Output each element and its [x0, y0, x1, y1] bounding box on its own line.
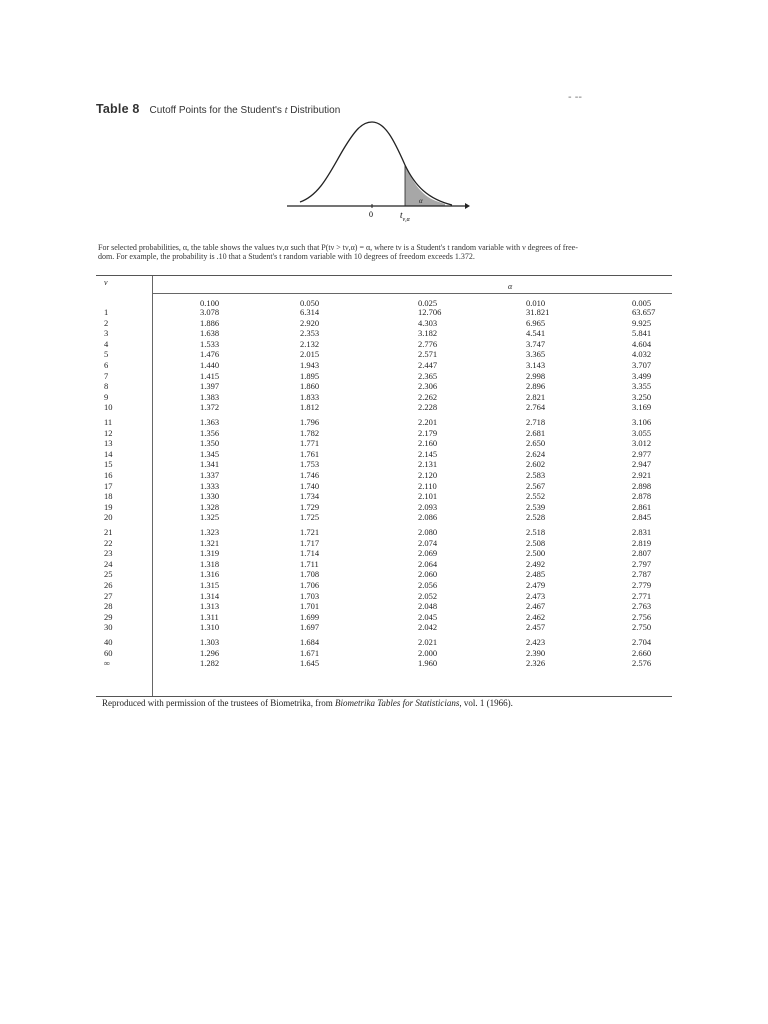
df-cell: 40 [104, 637, 113, 647]
df-cell: 1 [104, 307, 109, 317]
shaded-tail-area [405, 165, 445, 206]
table-cell: 2.624 [526, 448, 546, 459]
table-cell: 1.328 [200, 501, 220, 512]
table-cell: 2.467 [526, 601, 546, 612]
table-cell: 2.552 [526, 491, 546, 502]
table-cell: 2.015 [300, 349, 320, 360]
table-cell: 2.898 [632, 480, 652, 491]
table-cell: 1.684 [300, 637, 320, 647]
table-cell: 1.729 [300, 501, 320, 512]
table-cell: 2.145 [418, 448, 438, 459]
table-cell: 1.316 [200, 569, 220, 580]
alpha-header: α [508, 282, 513, 291]
table-cell: 1.333 [200, 480, 220, 491]
df-cell: 23 [104, 548, 113, 559]
table-cell: 1.699 [300, 611, 320, 622]
table-cell: 63.657 [632, 307, 656, 317]
table-cell: 3.355 [632, 381, 652, 392]
table-cell: 2.763 [632, 601, 652, 612]
df-cell: 16 [104, 470, 113, 480]
table-cell: 2.262 [418, 391, 438, 402]
df-cell: 10 [104, 402, 113, 413]
table-cell: 2.110 [418, 480, 437, 491]
table-cell: 2.042 [418, 622, 438, 633]
table-cell: 2.069 [418, 548, 438, 559]
table-cell: 2.861 [632, 501, 652, 512]
table-cell: 1.397 [200, 381, 220, 392]
table-cell: 1.296 [200, 647, 220, 658]
df-cell: 18 [104, 491, 113, 502]
table-cell: 1.310 [200, 622, 220, 633]
table-cell: 1.960 [418, 658, 438, 669]
table-cell: 1.282 [200, 658, 220, 669]
column-header: 0.100 [200, 298, 220, 308]
table-cell: 1.717 [300, 537, 320, 548]
table-cell: 2.831 [632, 527, 652, 537]
df-cell: 14 [104, 448, 113, 459]
table-cell: 1.319 [200, 548, 220, 559]
table-cell: 1.315 [200, 580, 220, 590]
table-cell: 1.314 [200, 590, 220, 601]
df-cell: 4 [104, 338, 109, 349]
table-cell: 1.771 [300, 438, 320, 449]
t-cutoff-label: $t_{\nu,\alpha}$ [400, 210, 410, 223]
table-cell: 1.725 [300, 512, 320, 523]
table-cell: 4.032 [632, 349, 652, 360]
table-cell: 2.080 [418, 527, 438, 537]
table-cell: 1.740 [300, 480, 320, 491]
df-cell: 3 [104, 328, 109, 339]
table-cell: 1.645 [300, 658, 320, 669]
table-cell: 3.747 [526, 338, 546, 349]
table-cell: 1.372 [200, 402, 220, 413]
df-cell: 22 [104, 537, 113, 548]
table-cell: 1.706 [300, 580, 320, 590]
table-cell: 2.326 [526, 658, 546, 669]
table-cell: 2.518 [526, 527, 546, 537]
table-cell: 1.318 [200, 558, 220, 569]
table-cell: 2.845 [632, 512, 652, 523]
table-cell: 1.476 [200, 349, 220, 360]
table-description [98, 243, 678, 261]
table-cell: 2.821 [526, 391, 546, 402]
df-cell: 5 [104, 349, 109, 360]
df-cell: 27 [104, 590, 113, 601]
axis-arrow [465, 203, 470, 209]
table-cell: 2.390 [526, 647, 546, 658]
table-cell: 1.833 [300, 391, 320, 402]
df-cell: 15 [104, 459, 113, 470]
table-cell: 1.701 [300, 601, 320, 612]
df-cell: 9 [104, 391, 109, 402]
table-cell: 4.541 [526, 328, 546, 339]
df-cell: 29 [104, 611, 113, 622]
table-cell: 2.539 [526, 501, 546, 512]
table-cell: 1.313 [200, 601, 220, 612]
table-caption: Cutoff Points for the Student's t Distribution [149, 105, 341, 116]
table-cell: 4.303 [418, 317, 438, 328]
table-cell: 1.323 [200, 527, 220, 537]
table-cell: 2.807 [632, 548, 652, 559]
table-cell: 1.895 [300, 370, 320, 381]
column-divider [152, 276, 153, 696]
table-cell: 2.056 [418, 580, 438, 590]
table-cell: 1.711 [300, 558, 319, 569]
table-cell: 1.782 [300, 427, 320, 438]
table-cell: 1.753 [300, 459, 320, 470]
table-cell: 1.812 [300, 402, 320, 413]
table-cell: 1.697 [300, 622, 320, 633]
table-cell: 1.796 [300, 417, 320, 427]
table-cell: 2.492 [526, 558, 546, 569]
table-cell: 1.886 [200, 317, 220, 328]
table-cell: 6.965 [526, 317, 546, 328]
table-cell: 1.356 [200, 427, 220, 438]
df-header: ν [104, 278, 108, 287]
table-cell: 5.841 [632, 328, 652, 339]
table-cell: 2.086 [418, 512, 438, 523]
table-cell: 1.761 [300, 448, 320, 459]
table-cell: 2.947 [632, 459, 652, 470]
table-cell: 4.604 [632, 338, 652, 349]
table-cell: 1.341 [200, 459, 220, 470]
table-cell: 2.423 [526, 637, 546, 647]
table-cell: 2.764 [526, 402, 546, 413]
df-cell: 17 [104, 480, 113, 491]
zero-label: 0 [369, 210, 373, 219]
table-cell: 1.638 [200, 328, 220, 339]
table-cell: 2.787 [632, 569, 652, 580]
table-cell: 2.131 [418, 459, 438, 470]
table-cell: 2.473 [526, 590, 546, 601]
table-cell: 1.943 [300, 360, 320, 370]
table-cell: 2.771 [632, 590, 652, 601]
df-cell: 28 [104, 601, 113, 612]
table-cell: 2.977 [632, 448, 652, 459]
table-cell: 2.998 [526, 370, 546, 381]
table-cell: 2.583 [526, 470, 546, 480]
table-cell: 1.321 [200, 537, 220, 548]
description-line-2: dom. For example, the probability is .10 that a Student's t random variable with 10 degrees of freedom exceeds 1.372. [98, 252, 475, 261]
table-cell: 3.055 [632, 427, 652, 438]
df-cell: 25 [104, 569, 113, 580]
table-cell: 2.681 [526, 427, 546, 438]
table-cell: 3.707 [632, 360, 652, 370]
df-cell: 26 [104, 580, 113, 590]
table-cell: 1.746 [300, 470, 320, 480]
table-cell: 2.485 [526, 569, 546, 580]
table-cell: 2.896 [526, 381, 546, 392]
table-cell: 2.479 [526, 580, 546, 590]
table-cell: 1.350 [200, 438, 220, 449]
table-label: Table 8 [96, 102, 140, 116]
table-cell: 2.306 [418, 381, 438, 392]
table-cell: 2.750 [632, 622, 652, 633]
table-cell: 1.325 [200, 512, 220, 523]
table-cell: 2.650 [526, 438, 546, 449]
table-cell: 2.779 [632, 580, 652, 590]
table-cell: 3.182 [418, 328, 438, 339]
table-cell: 2.228 [418, 402, 438, 413]
table-cell: 2.052 [418, 590, 438, 601]
description-line-1: For selected probabilities, α, the table shows the values tν,α such that P(tν > tν,α) = α, where tν is a Student's t random variable with ν degrees of free- [98, 243, 578, 252]
table-cell: 2.571 [418, 349, 438, 360]
table-cell: 2.060 [418, 569, 438, 580]
df-cell: 20 [104, 512, 113, 523]
table-cell: 2.447 [418, 360, 438, 370]
df-cell: 24 [104, 558, 113, 569]
df-cell: 7 [104, 370, 109, 381]
table-cell: 1.415 [200, 370, 220, 381]
table-cell: 2.064 [418, 558, 438, 569]
table-cell: 2.093 [418, 501, 438, 512]
table-cell: 2.201 [418, 417, 438, 427]
table-cell: 2.179 [418, 427, 438, 438]
table-cell: 2.048 [418, 601, 438, 612]
column-header: 0.050 [300, 298, 320, 308]
table-cell: 3.078 [200, 307, 220, 317]
table-cell: 1.734 [300, 491, 320, 502]
df-cell: 12 [104, 427, 113, 438]
table-cell: 3.106 [632, 417, 652, 427]
table-cell: 2.776 [418, 338, 438, 349]
df-cell: 60 [104, 647, 113, 658]
df-cell: 11 [104, 417, 113, 427]
table-cell: 3.012 [632, 438, 652, 449]
df-cell: 2 [104, 317, 109, 328]
table-cell: 3.499 [632, 370, 652, 381]
table-cell: 2.457 [526, 622, 546, 633]
df-cell: 30 [104, 622, 113, 633]
table-cell: 2.819 [632, 537, 652, 548]
table-cell: 1.721 [300, 527, 320, 537]
table-cell: 3.250 [632, 391, 652, 402]
alpha-label: α [419, 197, 423, 205]
table-cell: 1.714 [300, 548, 320, 559]
table-cell: 2.353 [300, 328, 320, 339]
table-cell: 1.383 [200, 391, 220, 402]
table-cell: 1.671 [300, 647, 320, 658]
table-cell: 3.143 [526, 360, 546, 370]
table-cell: 1.533 [200, 338, 220, 349]
table-cell: 2.500 [526, 548, 546, 559]
table-cell: 2.756 [632, 611, 652, 622]
density-curve [300, 122, 452, 205]
table-cell: 2.920 [300, 317, 320, 328]
table-cell: 2.528 [526, 512, 546, 523]
df-cell: 21 [104, 527, 113, 537]
table-cell: 2.462 [526, 611, 546, 622]
table-cell: 1.345 [200, 448, 220, 459]
table-cell: 12.706 [418, 307, 442, 317]
table-cell: 1.363 [200, 417, 220, 427]
df-cell: 8 [104, 381, 109, 392]
table-cell: 2.074 [418, 537, 438, 548]
table-cell: 3.365 [526, 349, 546, 360]
table-cell: 2.602 [526, 459, 546, 470]
table-cell: 2.797 [632, 558, 652, 569]
table-cell: 2.120 [418, 470, 438, 480]
footer-credit: Reproduced with permission of the trustees of Biometrika, from Biometrika Tables for Statisticians, vol. 1 (1966). [102, 698, 513, 708]
df-cell: ∞ [104, 658, 111, 669]
table-cell: 2.160 [418, 438, 438, 449]
column-header: 0.025 [418, 298, 438, 308]
table-cell: 1.337 [200, 470, 220, 480]
table-cell: 2.718 [526, 417, 546, 427]
df-cell: 6 [104, 360, 109, 370]
header-divider [152, 293, 672, 294]
table-cell: 6.314 [300, 307, 320, 317]
table-cell: 2.508 [526, 537, 546, 548]
table-cell: 2.000 [418, 647, 438, 658]
table-cell: 2.921 [632, 470, 652, 480]
df-cell: 13 [104, 438, 113, 449]
table-cell: 3.169 [632, 402, 652, 413]
table-cell: 1.311 [200, 611, 219, 622]
column-header: 0.010 [526, 298, 546, 308]
table-cell: 2.132 [300, 338, 320, 349]
table-cell: 9.925 [632, 317, 652, 328]
table-cell: 2.567 [526, 480, 546, 491]
table-cell: 1.708 [300, 569, 320, 580]
table-cell: 2.576 [632, 658, 652, 669]
table-cell: 2.878 [632, 491, 652, 502]
table-cell: 1.860 [300, 381, 320, 392]
table-cell: 2.365 [418, 370, 438, 381]
table-cell: 2.704 [632, 637, 652, 647]
t-distribution-figure [0, 0, 768, 240]
table-cell: 2.660 [632, 647, 652, 658]
t-table [96, 275, 672, 697]
table-cell: 2.045 [418, 611, 438, 622]
df-cell: 19 [104, 501, 113, 512]
table-cell: 1.330 [200, 491, 220, 502]
table-cell: 1.440 [200, 360, 220, 370]
column-header: 0.005 [632, 298, 652, 308]
table-cell: 1.303 [200, 637, 220, 647]
table-cell: 2.021 [418, 637, 438, 647]
table-cell: 31.821 [526, 307, 550, 317]
table-cell: 1.703 [300, 590, 320, 601]
top-mark: - -- [568, 92, 583, 103]
table-cell: 2.101 [418, 491, 438, 502]
